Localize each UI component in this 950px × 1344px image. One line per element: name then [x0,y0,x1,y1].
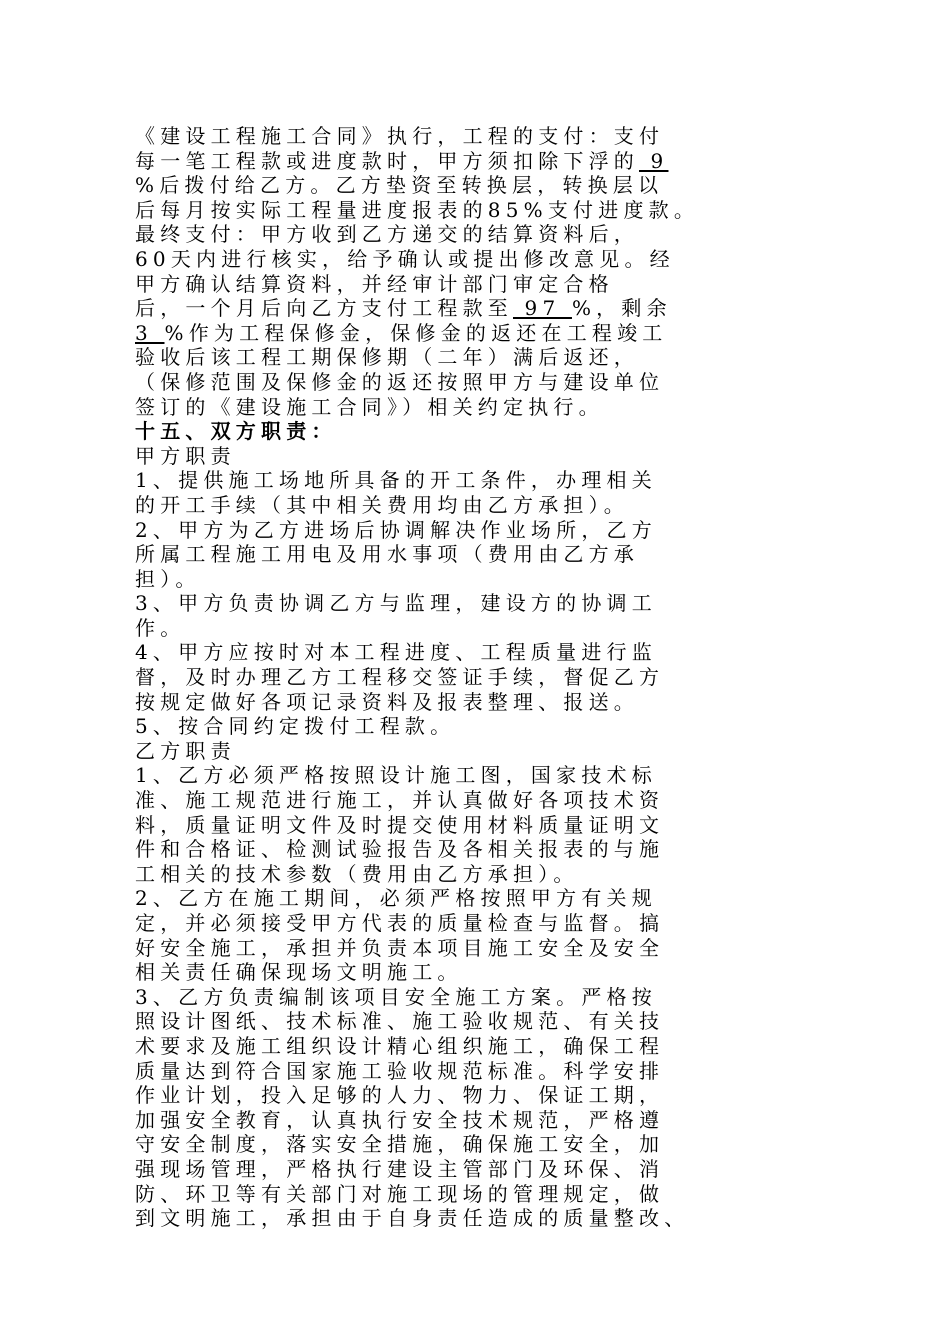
text-line [135,1157,835,1182]
text-run: 60天内进行核实，给予确认或提出修改意见。经 [135,246,675,271]
text-line [135,370,835,395]
text-run: %，剩余 [571,296,672,321]
text-run: 3、甲方负责协调乙方与监理，建设方的协调工 [135,591,657,616]
contract-body-text [135,124,835,1231]
text-run: 照设计图纸、技术标准、施工验收规范、有关技 [135,1009,665,1034]
text-run: 件和合格证、检测试验报告及各相关报表的与施 [135,837,665,862]
text-run: 督，及时办理乙方工程移交签证手续，督促乙方 [135,665,665,690]
text-line [135,714,835,739]
text-line [135,886,835,911]
text-run: 守安全制度，落实安全措施，确保施工安全，加 [135,1132,665,1157]
text-run: 到文明施工，承担由于自身责任造成的质量整改、 [135,1206,690,1231]
text-run: 每一笔工程款或进度款时，甲方须扣除下浮的 [135,148,639,173]
text-line [135,542,835,567]
text-line [135,1108,835,1133]
text-run: 工相关的技术参数（费用由乙方承担）。 [135,861,579,886]
text-run: 4、甲方应按时对本工程进度、工程质量进行监 [135,640,657,665]
text-run: 定，并必须接受甲方代表的质量检查与监督。搞 [135,911,665,935]
text-run: 好安全施工，承担并负责本项目施工安全及安全 [135,935,665,960]
text-line [135,690,835,715]
text-line [135,198,835,223]
text-line [135,985,835,1010]
text-run: 乙方职责 [135,738,236,763]
text-run: 签订的《建设施工合同》）相关约定执行。 [135,394,604,419]
text-run: 所属工程施工用电及用水事项（费用由乙方承 [135,542,639,567]
text-line [135,345,835,370]
text-line [135,1182,835,1207]
text-run: 2、乙方在施工期间，必须严格按照甲方有关规 [135,886,657,911]
text-line [135,1132,835,1157]
text-run: 料，质量证明文件及时提交使用材料质量证明文 [135,812,665,837]
text-line [135,665,835,690]
text-run: 1、乙方必须严格按照设计施工图，国家技术标 [135,763,657,788]
text-run: 的开工手续（其中相关费用均由乙方承担）。 [135,492,629,517]
text-line [135,960,835,985]
text-line [135,640,835,665]
text-line [135,419,835,444]
text-line [135,493,835,518]
text-run: 后，一个月后向乙方支付工程款至 [135,296,513,321]
text-line [135,247,835,272]
text-line [135,739,835,764]
text-run: 验收后该工程工期保修期（二年）满后返还， [135,345,639,370]
text-run: 质量达到符合国家施工验收规范标准。科学安排 [135,1058,665,1083]
text-line [135,837,835,862]
underlined-blank-value: 9 [639,148,669,173]
text-run: 最终支付：甲方收到乙方递交的结算资料后， [135,222,639,247]
text-line [135,468,835,493]
text-run: 准、施工规范进行施工，并认真做好各项技术资 [135,788,665,813]
text-run: 相关责任确保现场文明施工。 [135,960,463,985]
text-line [135,1034,835,1059]
underlined-blank-value: 3 [135,320,165,345]
text-line [135,1009,835,1034]
text-line [135,813,835,838]
text-run: 5、按合同约定拨付工程款。 [135,714,456,739]
text-run: 3、乙方负责编制该项目安全施工方案。严格按 [135,984,657,1009]
text-run: %后拨付给乙方。乙方垫资至转换层，转换层以 [135,173,664,198]
text-line [135,616,835,641]
text-run: 2、甲方为乙方进场后协调解决作业场所，乙方 [135,517,657,542]
text-line [135,321,835,346]
text-run: 担）。 [135,566,201,591]
text-run: 防、环卫等有关部门对施工现场的管理规定，做 [135,1181,665,1206]
text-line [135,395,835,420]
text-run: 作。 [135,615,186,640]
underlined-blank-value: 97 [513,296,572,321]
text-run: 1、提供施工场地所具备的开工条件，办理相关 [135,468,657,493]
text-run: 甲方职责 [135,443,236,468]
text-run: 按规定做好各项记录资料及报表整理、报送。 [135,689,639,714]
text-run: （保修范围及保修金的返还按照甲方与建设单位 [135,369,665,394]
text-run: 加强安全教育，认真执行安全技术规范，严格遵 [135,1107,665,1132]
text-line [135,911,835,936]
text-line [135,173,835,198]
text-line [135,788,835,813]
text-line [135,272,835,297]
text-line [135,936,835,961]
text-run: 强现场管理，严格执行建设主管部门及环保、消 [135,1156,665,1181]
text-line [135,444,835,469]
text-line [135,222,835,247]
text-line [135,1206,835,1231]
text-line [135,567,835,592]
text-line [135,591,835,616]
text-line [135,518,835,543]
text-line [135,1083,835,1108]
section-heading: 十五、双方职责： [135,419,337,444]
text-line [135,862,835,887]
text-run: 后每月按实际工程量进度报表的85%支付进度款。 [135,197,700,222]
text-line [135,149,835,174]
text-line [135,1059,835,1084]
text-line [135,124,835,149]
text-run: 甲方确认结算资料，并经审计部门审定合格 [135,271,614,296]
text-line [135,296,835,321]
text-run: 《建设工程施工合同》执行，工程的支付：支付 [135,124,665,148]
text-run: 作业计划，投入足够的人力、物力、保证工期， [135,1083,665,1108]
text-run: %作为工程保修金，保修金的返还在工程竣工 [164,320,668,345]
text-line [135,763,835,788]
text-run: 术要求及施工组织设计精心组织施工，确保工程 [135,1033,665,1058]
